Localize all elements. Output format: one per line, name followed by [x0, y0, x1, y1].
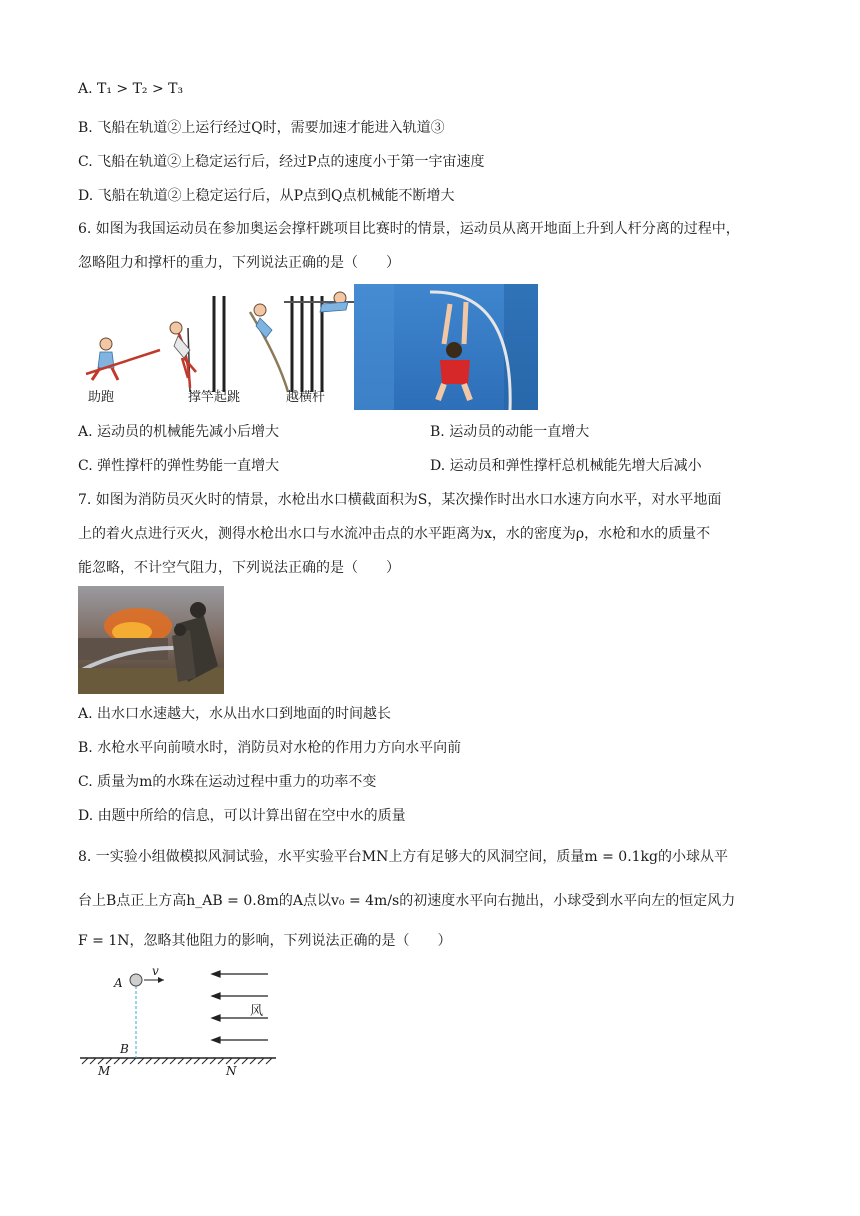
label-run: 助跑 [88, 390, 115, 405]
q5-option-c: C. 飞船在轨道②上稳定运行后，经过P点的速度小于第一宇宙速度 [78, 154, 485, 170]
q8-stem-line2: 台上B点正上方高h_AB = 0.8m的A点以v₀ = 4m/s的初速度水平向右抛出，小球受到水平向左的恒定风力 [78, 893, 736, 909]
q8-stem-line1: 8. 一实验小组做模拟风洞试验，水平实验平台MN上方有足够大的风洞空间，质量m = 0.1kg的小球从平 [78, 849, 729, 865]
cross-figure [250, 292, 354, 392]
q5-option-a: A. T₁ > T₂ > T₃ [78, 81, 184, 97]
q6-vault-diagram [78, 288, 354, 412]
q7-option-d: D. 由题中所给的信息，可以计算出留在空中水的质量 [78, 808, 406, 824]
q6-option-d: D. 运动员和弹性撑杆总机械能先增大后减小 [430, 458, 702, 474]
plant-figure [170, 296, 224, 392]
q7-option-b: B. 水枪水平向前喷水时，消防员对水枪的作用力方向水平向前 [78, 740, 462, 756]
q5-option-d: D. 飞船在轨道②上稳定运行后，从P点到Q点机械能不断增大 [78, 188, 455, 204]
q6-option-b: B. 运动员的动能一直增大 [430, 424, 590, 440]
label-point-n: N [226, 1064, 237, 1078]
vault-photo [354, 284, 538, 410]
label-point-a: A [114, 976, 123, 990]
label-cross: 越横杆 [286, 390, 326, 405]
q7-option-a: A. 出水口水速越大，水从出水口到地面的时间越长 [78, 706, 392, 722]
q7-stem-line2: 上的着火点进行灭火，测得水枪出水口与水流冲击点的水平距离为x，水的密度为ρ，水枪和水的质量不 [78, 526, 711, 542]
q6-stem-line2: 忽略阻力和撑杆的重力，下列说法正确的是（ ） [78, 255, 400, 271]
label-point-m: M [98, 1064, 111, 1078]
label-velocity: v [152, 964, 159, 978]
q8-stem-line3: F = 1N，忽略其他阻力的影响，下列说法正确的是（ ） [78, 933, 452, 949]
wind-tunnel-diagram [78, 962, 280, 1082]
q7-option-c: C. 质量为m的水珠在运动过程中重力的功率不变 [78, 774, 377, 790]
q6-stem-line1: 6. 如图为我国运动员在参加奥运会撑杆跳项目比赛时的情景，运动员从离开地面上升到人杆分离的过程中， [78, 221, 740, 237]
label-point-b: B [120, 1042, 129, 1056]
q6-option-c: C. 弹性撑杆的弹性势能一直增大 [78, 458, 280, 474]
q5-option-b: B. 飞船在轨道②上运行经过Q时，需要加速才能进入轨道③ [78, 120, 445, 136]
label-plant: 撑竿起跳 [188, 390, 241, 405]
q6-option-a: A. 运动员的机械能先减小后增大 [78, 424, 280, 440]
q7-stem-line1: 7. 如图为消防员灭火时的情景，水枪出水口横截面积为S，某次操作时出水口水速方向水平，对水平地面 [78, 492, 722, 508]
q7-stem-line3: 能忽略，不计空气阻力，下列说法正确的是（ ） [78, 560, 400, 576]
firefighter-photo [78, 586, 224, 694]
runner-figure [86, 338, 160, 380]
label-wind: 风 [250, 1004, 264, 1019]
